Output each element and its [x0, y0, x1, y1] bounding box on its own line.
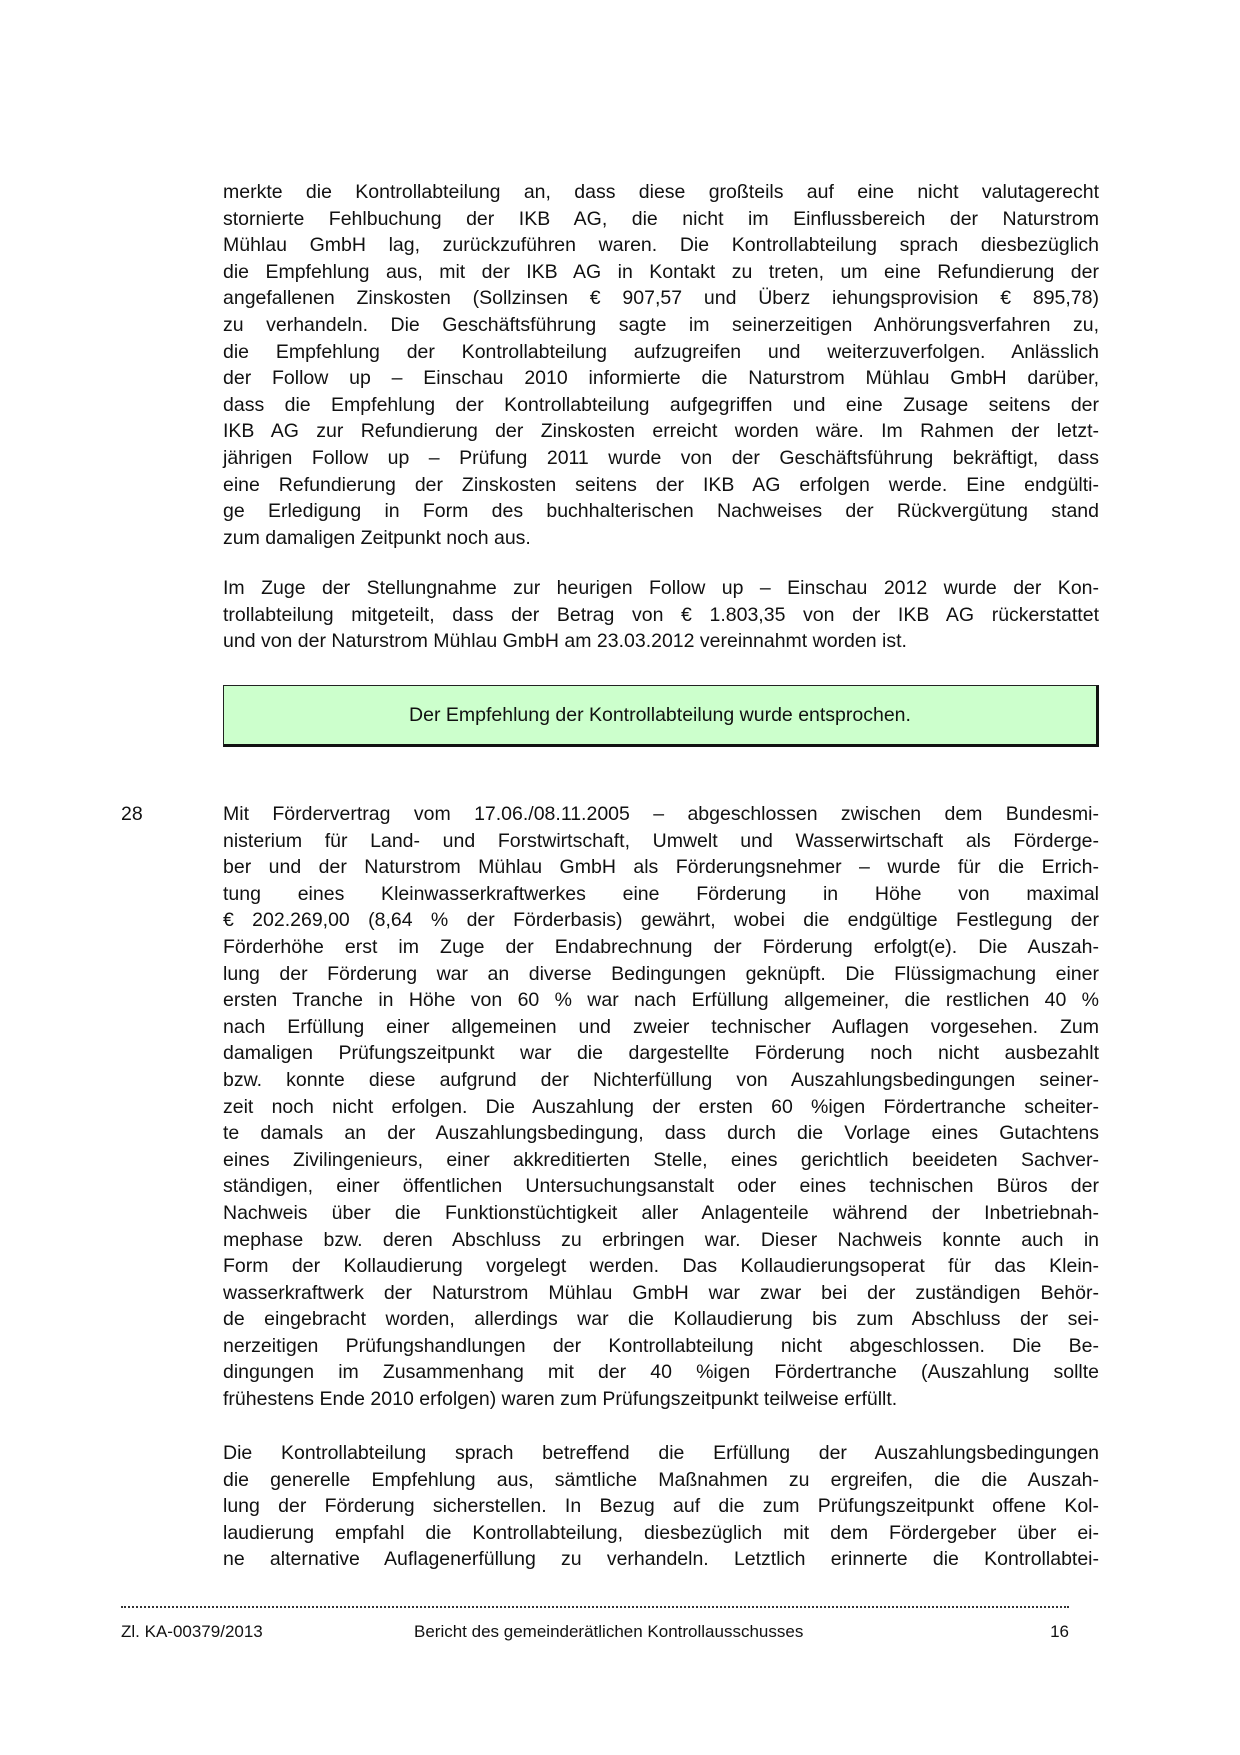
footer-reference: Zl. KA-00379/2013 — [121, 1622, 263, 1641]
text-line: lung der Förderung war an diverse Bedingungen geknüpft. Die Flüssigmachung einer — [223, 962, 1099, 985]
text-line: angefallenen Zinskosten (Sollzinsen € 907,57 und Überz iehungsprovision € 895,78) — [223, 287, 1099, 310]
text-line: wasserkraftwerk der Naturstrom Mühlau GmbH war zwar bei der zuständigen Behör- — [223, 1281, 1099, 1304]
text-line: ersten Tranche in Höhe von 60 % war nach Erfüllung allgemeiner, die restlichen 40 % — [223, 989, 1099, 1012]
text-line: Mit Fördervertrag vom 17.06./08.11.2005 – abgeschlossen zwischen dem Bundesmi- — [223, 803, 1099, 825]
text-line: ne alternative Auflagenerfüllung zu verhandeln. Letztlich erinnerte die Kontrollabtei- — [223, 1548, 1099, 1571]
text-line: € 202.269,00 (8,64 % der Förderbasis) gewährt, wobei die endgültige Festlegung der — [223, 909, 1099, 932]
text-line: nisterium für Land- und Forstwirtschaft, Umwelt und Wasserwirtschaft als Förderge- — [223, 829, 1099, 852]
text-line: merkte die Kontrollabteilung an, dass diese großteils auf eine nicht valutagerecht — [223, 181, 1099, 203]
text-line: dass die Empfehlung der Kontrollabteilung aufgegriffen und eine Zusage seitens der — [223, 393, 1099, 416]
text-line: laudierung empfahl die Kontrollabteilung, diesbezüglich mit dem Fördergeber über ei- — [223, 1521, 1099, 1544]
text-line: die Empfehlung aus, mit der IKB AG in Kontakt zu treten, um eine Refundierung der — [223, 260, 1099, 283]
text-line: zu verhandeln. Die Geschäftsführung sagte im seinerzeitigen Anhörungsverfahren zu, — [223, 313, 1099, 336]
text-line: nach Erfüllung einer allgemeinen und zweier technischer Auflagen vorgesehen. Zum — [223, 1015, 1099, 1038]
paragraph-interest-refund — [223, 179, 1099, 551]
text-line: die Empfehlung der Kontrollabteilung aufzugreifen und weiterzuverfolgen. Anlässlich — [223, 340, 1099, 363]
text-line: stornierte Fehlbuchung der IKB AG, die nicht im Einflussbereich der Naturstrom — [223, 207, 1099, 230]
text-line: IKB AG zur Refundierung der Zinskosten erreicht worden wäre. Im Rahmen der letzt- — [223, 420, 1099, 443]
section-number: 28 — [121, 803, 143, 825]
text-line: der Follow up – Einschau 2010 informierte die Naturstrom Mühlau GmbH darüber, — [223, 367, 1099, 390]
text-line: Mühlau GmbH lag, zurückzuführen waren. Die Kontrollabteilung sprach diesbezüglich — [223, 234, 1099, 257]
result-text: Der Empfehlung der Kontrollabteilung wurde entsprochen. — [409, 703, 911, 726]
text-line: Die Kontrollabteilung sprach betreffend die Erfüllung der Auszahlungsbedingungen — [223, 1442, 1099, 1464]
text-line: te damals an der Auszahlungsbedingung, dass durch die Vorlage eines Gutachtens — [223, 1122, 1099, 1145]
text-line: Im Zuge der Stellungnahme zur heurigen Follow up – Einschau 2012 wurde der Kon- — [223, 577, 1099, 599]
footer-title: Bericht des gemeinderätlichen Kontrollausschusses — [414, 1622, 804, 1641]
text-line: ber und der Naturstrom Mühlau GmbH als Förderungsnehmer – wurde für die Errich- — [223, 856, 1099, 879]
text-line: Nachweis über die Funktionstüchtigkeit aller Anlagenteile während der Inbetriebnah- — [223, 1201, 1099, 1224]
result-box — [223, 685, 1099, 747]
text-line: eine Refundierung der Zinskosten seitens der IKB AG erfolgen werde. Eine endgülti- — [223, 473, 1099, 496]
text-line: eines Zivilingenieurs, einer akkreditierten Stelle, eines gerichtlich beeideten Sachver- — [223, 1148, 1099, 1171]
paragraph-follow-up-2012 — [223, 575, 1099, 655]
text-line: zeit noch nicht erfolgen. Die Auszahlung der ersten 60 %igen Fördertranche scheiter- — [223, 1095, 1099, 1118]
text-line: die generelle Empfehlung aus, sämtliche Maßnahmen zu ergreifen, die die Auszah- — [223, 1468, 1099, 1491]
text-line: lung der Förderung sicherstellen. In Bezug auf die zum Prüfungszeitpunkt offene Kol- — [223, 1495, 1099, 1518]
text-line: nerzeitigen Prüfungshandlungen der Kontrollabteilung nicht abgeschlossen. Die Be- — [223, 1334, 1099, 1357]
paragraph-recommendation — [223, 1440, 1099, 1573]
text-line: trollabteilung mitgeteilt, dass der Betrag von € 1.803,35 von der IKB AG rückerstattet — [223, 603, 1099, 626]
text-line: jährigen Follow up – Prüfung 2011 wurde von der Geschäftsführung bekräftigt, dass — [223, 446, 1099, 469]
text-line: bzw. konnte diese aufgrund der Nichterfüllung von Auszahlungsbedingungen seiner- — [223, 1068, 1099, 1091]
text-line: de eingebracht worden, allerdings war die Kollaudierung bis zum Abschluss der sei- — [223, 1308, 1099, 1331]
text-line: damaligen Prüfungszeitpunkt war die dargestellte Förderung noch nicht ausbezahlt — [223, 1042, 1099, 1065]
text-line: ständigen, einer öffentlichen Untersuchungsanstalt oder eines technischen Büros der — [223, 1175, 1099, 1198]
page-footer — [121, 1622, 1069, 1642]
text-line: und von der Naturstrom Mühlau GmbH am 23.03.2012 vereinnahmt worden ist. — [223, 630, 907, 653]
footer-divider — [121, 1606, 1069, 1608]
text-line: zum damaligen Zeitpunkt noch aus. — [223, 526, 531, 549]
page-number: 16 — [1050, 1622, 1069, 1641]
text-line: dingungen im Zusammenhang mit der 40 %igen Fördertranche (Auszahlung sollte — [223, 1361, 1099, 1384]
text-line: Förderhöhe erst im Zuge der Endabrechnung der Förderung erfolgt(e). Die Auszah- — [223, 935, 1099, 958]
text-line: tung eines Kleinwasserkraftwerkes eine Förderung in Höhe von maximal — [223, 882, 1099, 905]
text-line: Form der Kollaudierung vorgelegt werden. Das Kollaudierungsoperat für das Klein- — [223, 1255, 1099, 1278]
text-line: ge Erledigung in Form des buchhalterischen Nachweises der Rückvergütung stand — [223, 500, 1099, 523]
text-line: frühestens Ende 2010 erfolgen) waren zum Prüfungszeitpunkt teilweise erfüllt. — [223, 1388, 898, 1411]
text-line: mephase bzw. deren Abschluss zu erbringen war. Dieser Nachweis konnte auch in — [223, 1228, 1099, 1251]
paragraph-funding-contract — [223, 801, 1099, 1413]
